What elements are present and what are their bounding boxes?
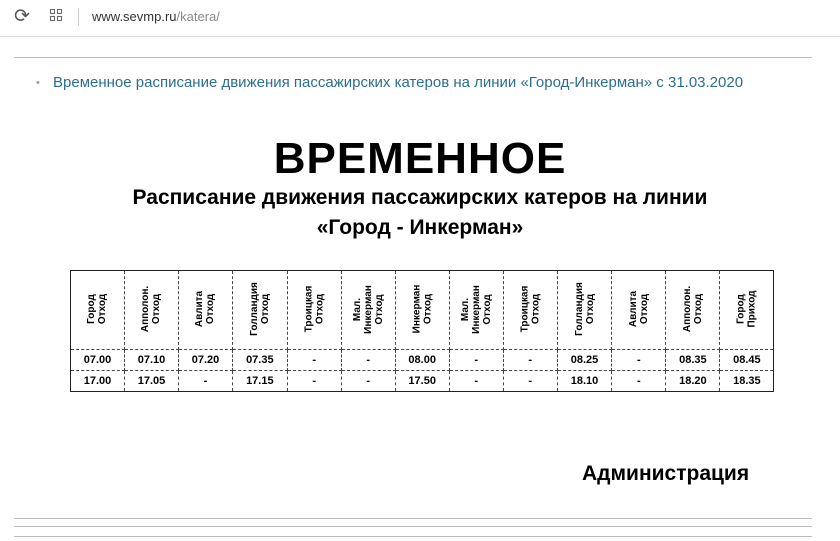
- list-item: [36, 70, 806, 96]
- stop-header: [503, 271, 557, 350]
- stop-header-label: Авлита Отход: [627, 290, 650, 328]
- browser-toolbar: [0, 0, 840, 37]
- schedule-table: [70, 270, 774, 392]
- stop-header: [612, 271, 666, 350]
- time-cell: 07.20: [179, 350, 233, 371]
- bullet-icon: •: [36, 77, 40, 89]
- schedule-link[interactable]: Временное расписание движения пассажирских катеров на линии «Город-Инкерман» с 31.03.2020: [53, 74, 744, 91]
- time-cell: -: [449, 371, 503, 392]
- time-cell: 08.00: [395, 350, 449, 371]
- time-cell: 08.35: [666, 350, 720, 371]
- time-cell: -: [341, 371, 395, 392]
- time-cell: 07.00: [71, 350, 125, 371]
- time-cell: -: [287, 371, 341, 392]
- time-cell: -: [612, 371, 666, 392]
- stop-header-label: Мал. Инкерман Отход: [351, 284, 385, 334]
- stop-header: [125, 271, 179, 350]
- time-cell: 07.35: [233, 350, 288, 371]
- stop-header: [395, 271, 449, 350]
- content-divider-bottom: [14, 526, 812, 527]
- apps-grid-icon[interactable]: [50, 9, 64, 23]
- time-cell: 08.45: [720, 350, 774, 371]
- stop-header-label: Апполон. Отход: [681, 285, 704, 333]
- time-cell: 08.25: [557, 350, 612, 371]
- time-cell: 07.10: [125, 350, 179, 371]
- content-divider-bottom: [14, 536, 812, 537]
- time-cell: 17.15: [233, 371, 288, 392]
- content-divider-bottom: [14, 518, 812, 519]
- stop-header: [233, 271, 288, 350]
- schedule-header-row: [71, 271, 774, 350]
- stop-header: [71, 271, 125, 350]
- time-cell: 17.50: [395, 371, 449, 392]
- time-cell: -: [503, 350, 557, 371]
- content-divider-top: [14, 57, 812, 58]
- stop-header-label: Город Отход: [86, 293, 109, 325]
- time-cell: -: [341, 350, 395, 371]
- time-cell: -: [287, 350, 341, 371]
- toolbar-divider: [78, 8, 79, 26]
- stop-header: [287, 271, 341, 350]
- stop-header-label: Голландия Отход: [248, 282, 271, 336]
- time-cell: 18.20: [666, 371, 720, 392]
- stop-header-label: Мал. Инкерман Отход: [459, 284, 493, 334]
- time-cell: -: [503, 371, 557, 392]
- notice-subtitle-line1: Расписание движения пассажирских катеров на линии: [132, 186, 708, 209]
- time-cell: 17.00: [71, 371, 125, 392]
- time-cell: 18.35: [720, 371, 774, 392]
- url-domain: www.sevmp.ru: [92, 9, 177, 24]
- time-cell: -: [179, 371, 233, 392]
- reload-icon[interactable]: ⟳: [14, 6, 30, 27]
- table-row: [71, 350, 774, 371]
- notice-subtitle-line2: «Город - Инкерман»: [316, 216, 524, 239]
- stop-header: [449, 271, 503, 350]
- stop-header-label: Авлита Отход: [194, 290, 217, 328]
- stop-header-label: Город Приход: [735, 290, 758, 328]
- stop-header: [341, 271, 395, 350]
- stop-header-label: Инкерман Отход: [411, 284, 434, 334]
- address-bar[interactable]: [92, 9, 220, 24]
- stop-header-label: Голландия Отход: [573, 282, 596, 336]
- stop-header-label: Апполон. Отход: [140, 285, 163, 333]
- stop-header-label: Троицкая Отход: [303, 285, 326, 333]
- stop-header-label: Троицкая Отход: [519, 285, 542, 333]
- notice-title: ВРЕМЕННОЕ: [273, 134, 567, 183]
- stop-header: [720, 271, 774, 350]
- time-cell: -: [449, 350, 503, 371]
- stop-header: [557, 271, 612, 350]
- url-path: /katera/: [176, 9, 220, 24]
- time-cell: 18.10: [557, 371, 612, 392]
- time-cell: -: [612, 350, 666, 371]
- time-cell: 17.05: [125, 371, 179, 392]
- table-row: [71, 371, 774, 392]
- stop-header: [179, 271, 233, 350]
- stop-header: [666, 271, 720, 350]
- signature-administration: Администрация: [582, 462, 750, 485]
